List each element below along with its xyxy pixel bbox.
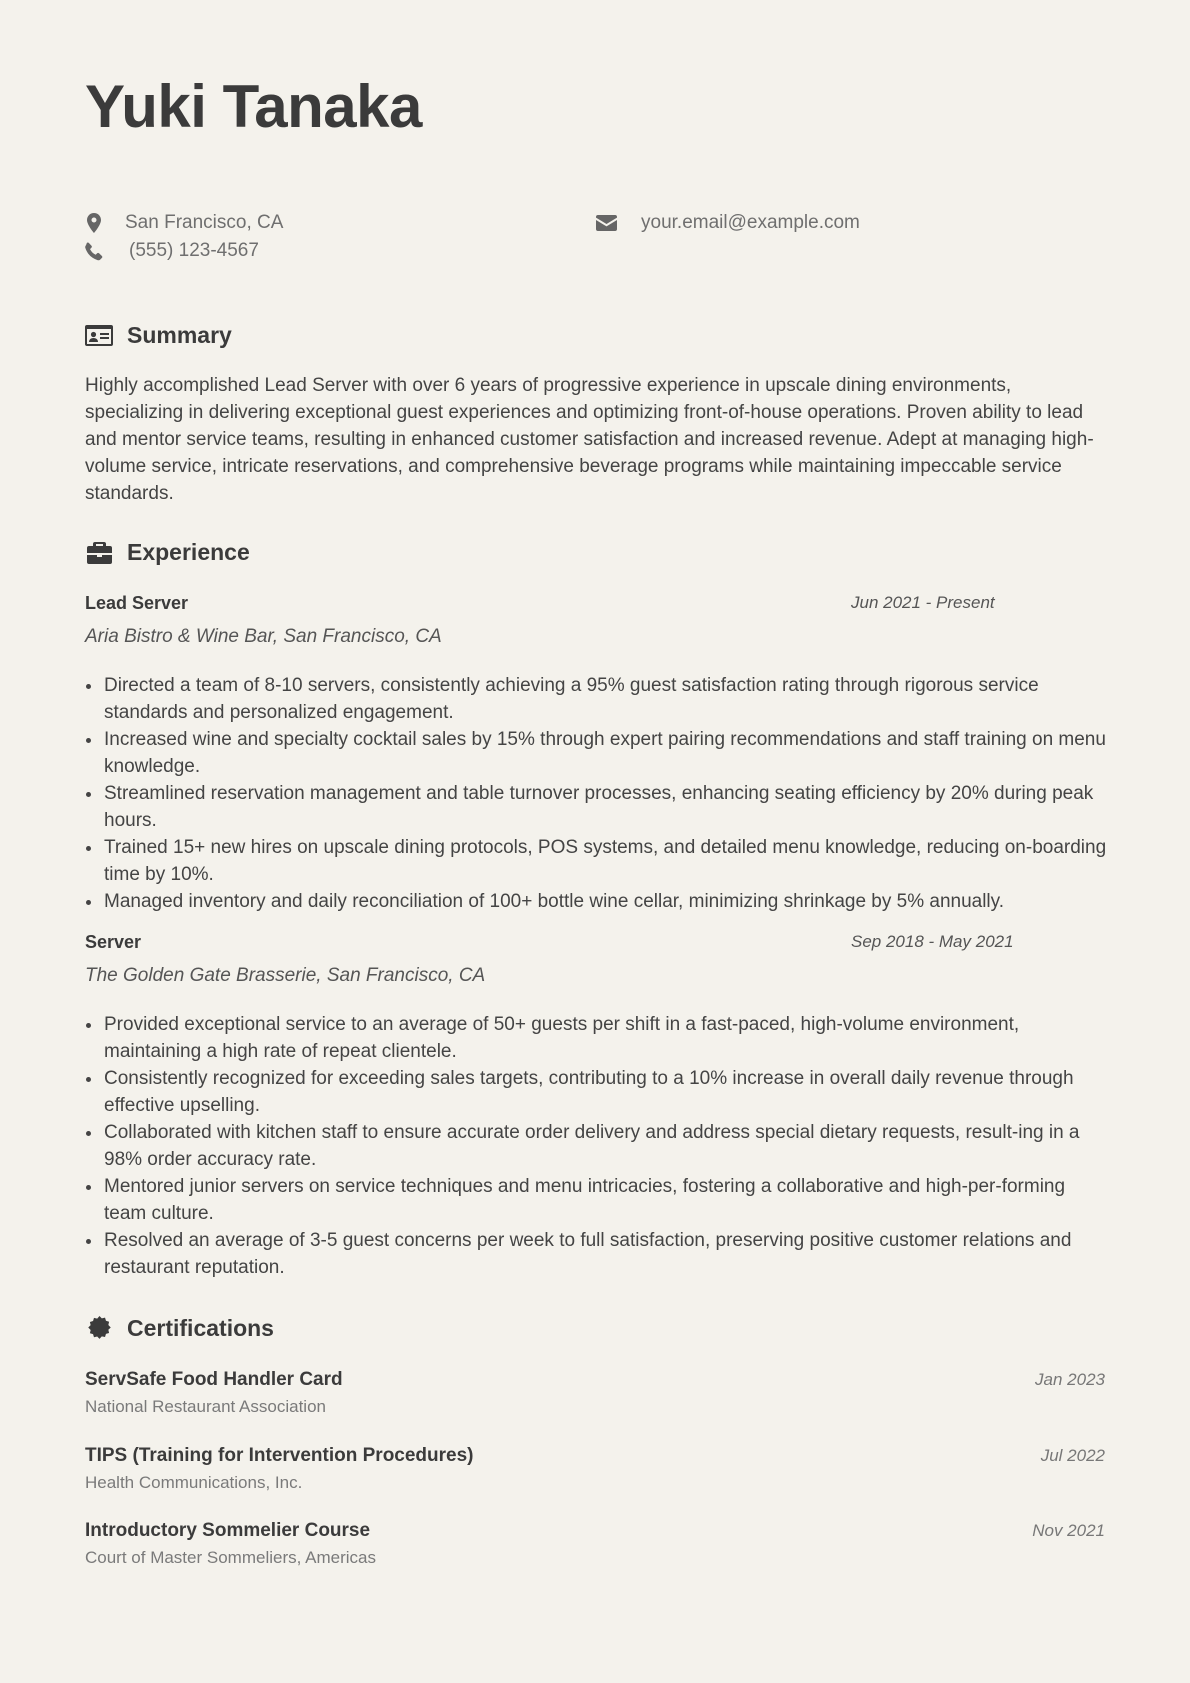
cert-issuer: Health Communications, Inc. — [85, 1473, 303, 1492]
phone-text: (555) 123-4567 — [129, 240, 259, 261]
briefcase-icon — [85, 541, 113, 565]
list-item: Streamlined reservation management and table turnover processes, enhancing seating efficiency by 20% during peak hours. — [85, 780, 1110, 834]
cert-date: Nov 2021 — [1032, 1521, 1105, 1540]
id-card-icon — [85, 324, 113, 348]
email-text[interactable]: your.email@example.com — [641, 212, 860, 233]
job-bullet-list — [85, 672, 1110, 915]
cert-title: Introductory Sommelier Course — [85, 1520, 371, 1541]
job-title: Server — [85, 932, 142, 952]
job-company: Aria Bistro & Wine Bar, San Francisco, CA — [85, 626, 442, 647]
map-pin-icon — [85, 213, 103, 233]
job-dates: Jun 2021 - Present — [851, 593, 995, 612]
cert-issuer: National Restaurant Association — [85, 1397, 326, 1416]
list-item: Trained 15+ new hires on upscale dining protocols, POS systems, and detailed menu knowledge, reducing on-boarding time by 10%. — [85, 834, 1110, 888]
list-item: Collaborated with kitchen staff to ensure accurate order delivery and address special dietary requests, result-ing in a 98% order accuracy rate. — [85, 1119, 1110, 1173]
certifications-heading: Certifications — [85, 1315, 274, 1342]
list-item: Increased wine and specialty cocktail sales by 15% through expert pairing recommendations and staff training on menu knowledge. — [85, 726, 1110, 780]
list-item: Consistently recognized for exceeding sales targets, contributing to a 10% increase in overall daily revenue through effective upselling. — [85, 1065, 1110, 1119]
job-dates: Sep 2018 - May 2021 — [851, 932, 1014, 951]
cert-title: TIPS (Training for Intervention Procedures) — [85, 1445, 474, 1466]
contact-email — [595, 212, 860, 234]
summary-heading: Summary — [85, 322, 232, 349]
list-item: Provided exceptional service to an average of 50+ guests per shift in a fast-paced, high-volume environment, maintaining a high rate of repeat clientele. — [85, 1011, 1110, 1065]
phone-icon — [85, 241, 103, 261]
job-title: Lead Server — [85, 593, 189, 613]
cert-title: ServSafe Food Handler Card — [85, 1369, 343, 1390]
contact-phone — [85, 240, 259, 262]
cert-issuer: Court of Master Sommeliers, Americas — [85, 1548, 376, 1567]
list-item: Managed inventory and daily reconciliation of 100+ bottle wine cellar, minimizing shrinkage by 5% annually. — [85, 888, 1110, 915]
list-item: Resolved an average of 3-5 guest concerns per week to full satisfaction, preserving positive customer relations and restaurant reputation. — [85, 1227, 1110, 1281]
cert-date: Jul 2022 — [1040, 1446, 1105, 1465]
summary-text: Highly accomplished Lead Server with over 6 years of progressive experience in upscale dining environments, specializing in delivering exceptional guest experiences and optimizing front-of-house operations. Proven ability to lead and mentor service teams, resulting in enhanced customer satisfaction and increased revenue. Adept at managing high-volume service, intricate reservations, and comprehensive beverage programs while maintaining impeccable service standards. — [85, 375, 1094, 504]
list-item: Directed a team of 8-10 servers, consistently achieving a 95% guest satisfaction rating through rigorous service standards and personalized engagement. — [85, 672, 1110, 726]
list-item: Mentored junior servers on service techniques and menu intricacies, fostering a collaborative and high-per-forming team culture. — [85, 1173, 1110, 1227]
cert-date: Jan 2023 — [1035, 1370, 1105, 1389]
contact-location — [85, 212, 283, 234]
experience-heading: Experience — [85, 539, 250, 566]
location-text: San Francisco, CA — [125, 212, 284, 233]
job-company: The Golden Gate Brasserie, San Francisco, CA — [85, 965, 486, 986]
certificate-badge-icon — [85, 1317, 113, 1341]
candidate-name: Yuki Tanaka — [85, 73, 422, 140]
envelope-icon — [595, 213, 617, 233]
job-bullet-list — [85, 1011, 1110, 1281]
